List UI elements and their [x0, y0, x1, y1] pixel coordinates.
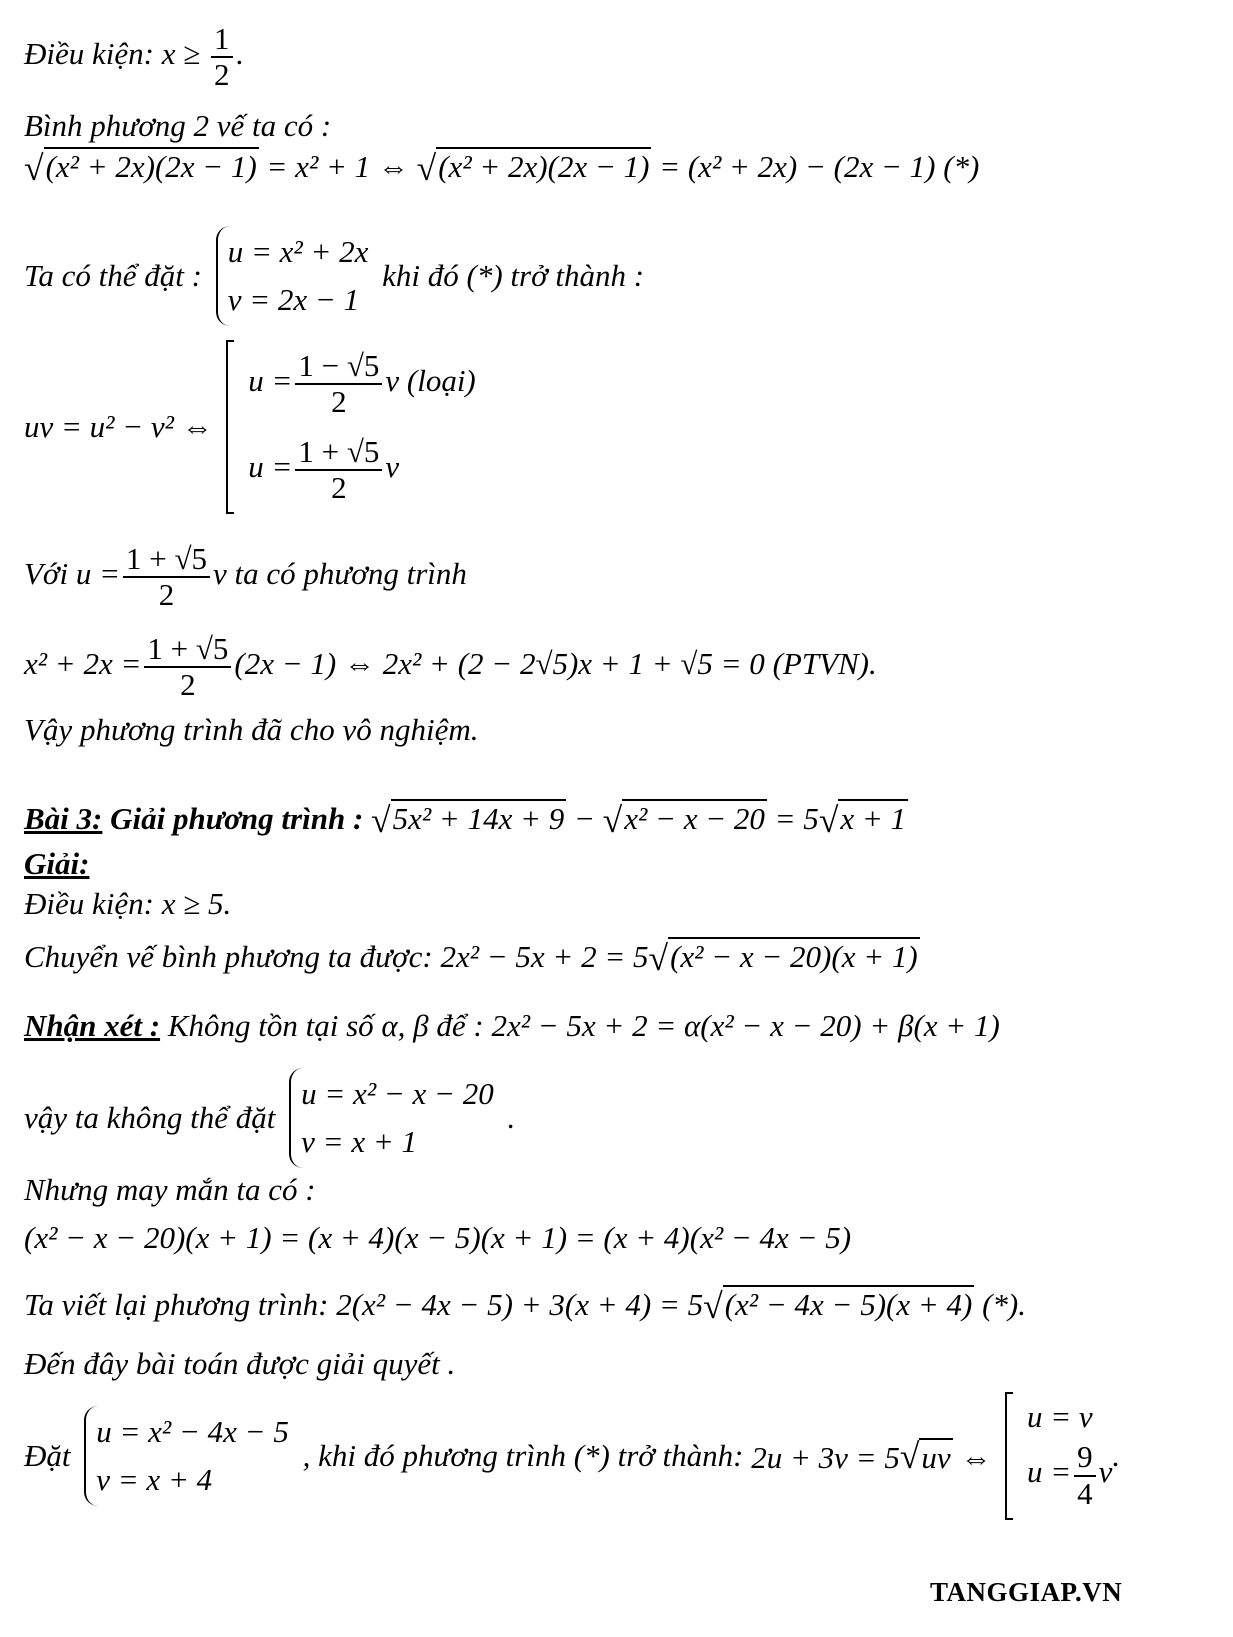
- sqrt-arg-1: (x² + 2x)(2x − 1): [45, 149, 257, 185]
- sys-v: v = 2x − 1: [227, 282, 360, 318]
- rewrite-label: Ta viết lại phương trình:: [24, 1287, 337, 1323]
- transpose-line: [24, 938, 920, 979]
- quad-rhs: (2x − 1) ⇔ 2x² + (2 − 2√5)x + 1 + √5 = 0: [234, 646, 765, 682]
- solved-line: Đến đây bài toán được giải quyết .: [24, 1346, 456, 1381]
- sqrt-term-2-arg: x² − x − 20: [624, 801, 765, 837]
- case-3-2: [1027, 1440, 1112, 1510]
- rewrite-line: [24, 1286, 1026, 1327]
- transpose-sqrt-arg: (x² − x − 20)(x + 1): [670, 939, 918, 975]
- system-brace: [216, 226, 369, 326]
- sqrt-arg-2: (x² + 2x)(2x − 1): [438, 149, 650, 185]
- frac-num: 1: [211, 22, 233, 58]
- u-eq: u =: [75, 556, 121, 592]
- frac-den: 2: [214, 57, 230, 93]
- transpose-sqrt: √(x² − x − 20)(x + 1): [648, 938, 918, 978]
- period-2: .: [507, 1100, 516, 1136]
- minus-sign: −: [566, 801, 603, 837]
- rewrite-math: 2(x² − 4x − 5) + 3(x + 4) = 5: [336, 1287, 704, 1323]
- case-2-num: 1 + √5: [295, 435, 382, 471]
- problem-3-label: Bài 3:: [24, 801, 103, 837]
- case-2: [248, 435, 476, 505]
- set-label: Đặt: [24, 1438, 79, 1474]
- condition-label: Điều kiện:: [24, 36, 162, 72]
- transpose-label: Chuyển vế bình phương ta được:: [24, 939, 441, 975]
- fraction-half: [211, 22, 233, 92]
- case-3-1: u = v: [1026, 1399, 1093, 1435]
- remark-line: [24, 1008, 1000, 1044]
- substitution-line: [24, 226, 644, 326]
- ptvn-tag: (PTVN).: [772, 646, 877, 682]
- star-tag: (*): [943, 149, 980, 185]
- condition-3-math: x ≥ 5.: [161, 886, 232, 921]
- sqrt-term-3: √x + 1: [818, 800, 907, 840]
- golden-num: 1 + √5: [123, 542, 210, 578]
- alternative-bracket: [226, 340, 234, 514]
- substitution-post: khi đó (*) trở thành :: [382, 258, 645, 294]
- system-brace-3: [84, 1406, 289, 1506]
- case-3-2-post: v: [1098, 1454, 1113, 1490]
- problem-3-line: [24, 800, 908, 841]
- with-u-line: [24, 542, 467, 612]
- rewrite-sqrt-arg: (x² − 4x − 5)(x + 4): [724, 1287, 973, 1323]
- case-2-post: v: [385, 449, 400, 485]
- with-post: ta có phương trình: [226, 556, 467, 592]
- transpose-lhs: 2x² − 5x + 2 = 5: [440, 939, 649, 975]
- sqrt-term-2: √x² − x − 20: [602, 800, 765, 840]
- rewrite-sqrt: √(x² − 4x − 5)(x + 4): [703, 1286, 973, 1326]
- square-both-sides-line: Bình phương 2 vế ta có :: [24, 108, 332, 143]
- fortunately-line: Nhưng may mắn ta có :: [24, 1172, 316, 1207]
- period-3: .: [1112, 1438, 1121, 1474]
- sqrt-term-3-arg: x + 1: [840, 801, 907, 837]
- case-2-frac: [295, 435, 382, 505]
- case-2-den: 2: [331, 470, 347, 506]
- period: .: [235, 36, 244, 72]
- case-1-den: 2: [331, 383, 347, 419]
- set-sqrt: √uv: [899, 1435, 951, 1476]
- set-line: [24, 1392, 1120, 1520]
- cannot-set-line: [24, 1068, 515, 1168]
- sys-u: u = x² + 2x: [227, 234, 369, 269]
- set-math: 2u + 3v = 5: [751, 1439, 900, 1475]
- geq-symbol: ≥: [183, 36, 201, 72]
- sqrt-product-2: √(x² + 2x)(2x − 1): [416, 148, 650, 188]
- watermark-brand: TANGGIAP.VN: [930, 1577, 1123, 1607]
- cannot-set-label: vậy ta không thể đặt: [24, 1100, 284, 1136]
- condition-line: [24, 22, 243, 92]
- set-mid: , khi đó phương trình (*) trở thành:: [302, 1438, 752, 1474]
- with-label: Với: [24, 556, 76, 592]
- rhs-1: = x² + 1 ⇔: [266, 149, 409, 185]
- quad-num: 1 + √5: [144, 632, 231, 668]
- sys3-v: v = x + 4: [96, 1462, 213, 1497]
- remark-label: Nhận xét :: [24, 1008, 161, 1043]
- case-1-pre: u =: [248, 363, 293, 399]
- rewrite-tag: (*).: [974, 1287, 1026, 1323]
- sqrt-term-1: √5x² + 14x + 9: [371, 800, 565, 840]
- eq-rhs: = 5: [766, 801, 819, 837]
- case-2-pre: u =: [248, 449, 293, 485]
- quad-den: 2: [180, 667, 196, 703]
- equation-star-line: [24, 148, 979, 189]
- sqrt-product-1: √(x² + 2x)(2x − 1): [24, 148, 257, 188]
- sys3-u: u = x² − 4x − 5: [96, 1413, 289, 1449]
- solution-heading: Giải:: [24, 846, 90, 881]
- case-3-2-frac: [1074, 1440, 1096, 1510]
- problem-3-title: Giải phương trình :: [102, 801, 372, 837]
- case-3-2-pre: u =: [1026, 1454, 1072, 1490]
- quadratic-line: [24, 632, 877, 702]
- system-brace-2: [289, 1068, 494, 1168]
- alternative-cases-2: [1027, 1401, 1112, 1510]
- rhs-2: = (x² + 2x) − (2x − 1): [659, 149, 936, 185]
- remark-text: Không tồn tại số α, β để :: [160, 1008, 492, 1043]
- remark-math: 2x² − 5x + 2 = α(x² − x − 20) + β(x + 1): [491, 1008, 1000, 1043]
- condition-3-line: [24, 886, 231, 922]
- golden-frac: [123, 542, 210, 612]
- no-solution-line: Vậy phương trình đã cho vô nghiệm.: [24, 712, 479, 747]
- quad-lhs: x² + 2x =: [24, 646, 142, 682]
- uv-equation-line: [24, 340, 476, 514]
- case-1-post: v (loại): [385, 363, 476, 399]
- golden-den: 2: [158, 577, 175, 613]
- sys2-u: u = x² − x − 20: [301, 1076, 494, 1111]
- case-1-num: 1 − √5: [295, 349, 382, 385]
- factor-line: (x² − x − 20)(x + 1) = (x + 4)(x − 5)(x + 1) = (x + 4)(x² − 4x − 5): [24, 1220, 852, 1255]
- uv-lhs: uv = u² − v² ⇔: [24, 409, 213, 445]
- set-sqrt-arg: uv: [921, 1439, 951, 1475]
- condition-3-label: Điều kiện:: [24, 886, 162, 921]
- iff-symbol: ⇔: [952, 1439, 992, 1475]
- v-var: v: [213, 556, 227, 592]
- case-3-2-den: 4: [1077, 1475, 1093, 1511]
- var-x: x: [161, 36, 176, 72]
- sqrt-term-1-arg: 5x² + 14x + 9: [392, 801, 565, 837]
- case-1: [248, 349, 476, 419]
- case-1-frac: [295, 349, 382, 419]
- quad-frac: [144, 632, 231, 702]
- substitution-label: Ta có thể đặt :: [24, 258, 210, 294]
- case-3-2-num: 9: [1074, 1440, 1096, 1476]
- alternative-cases: [248, 349, 476, 505]
- sys2-v: v = x + 1: [301, 1124, 417, 1160]
- alternative-bracket-2: [1005, 1392, 1013, 1520]
